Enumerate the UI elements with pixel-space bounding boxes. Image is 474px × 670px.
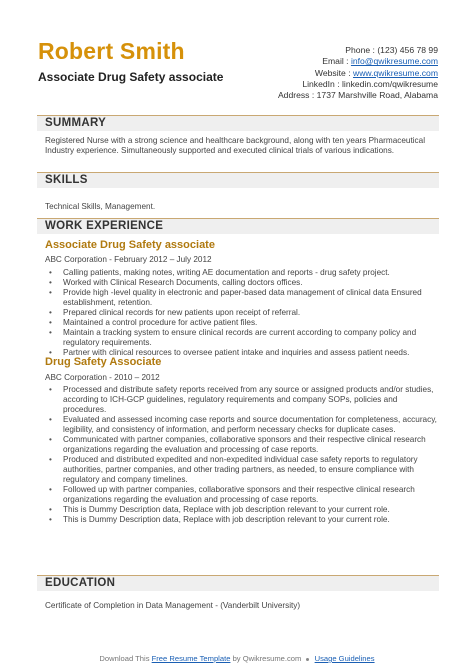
website-link[interactable]: www.qwikresume.com	[352, 67, 438, 78]
contact-address-row	[178, 90, 438, 101]
address-label: Address :	[277, 90, 315, 101]
education-section-header	[37, 575, 439, 591]
experience-heading: WORK EXPERIENCE	[45, 220, 164, 232]
footer-prefix: Download This	[99, 654, 150, 663]
job-bullets-2	[47, 385, 437, 525]
job-bullets-1	[47, 268, 437, 358]
list-item: • Prepared clinical records for new patients upon receipt of referral.	[47, 308, 437, 318]
list-item: • Provide high -level quality in electronic and paper-based data management of clinical data Ensured establishment, retention.	[47, 288, 437, 308]
list-item: • Produced and distributed expedited and non-expedited individual case safety reports to regulatory authorities, partner companies, and other trading partners, as needed, to ensure compliance with regulatory and company timelines.	[47, 455, 437, 485]
list-item: • Followed up with partner companies, collaborative sponsors and their respective clinical research organizations regarding the evaluation and processing of case reports.	[47, 485, 437, 505]
education-heading: EDUCATION	[45, 577, 116, 589]
free-template-link[interactable]: Free Resume Template	[151, 654, 231, 663]
list-item: • Calling patients, making notes, writing AE documentation and reports - drug safety project.	[47, 268, 437, 278]
list-item: • This is Dummy Description data, Replace with job description relevant to your current role.	[47, 505, 437, 515]
job-company-1: ABC Corporation - February 2012 – July 2012	[45, 255, 212, 264]
email-link[interactable]: info@qwikresume.com	[350, 56, 438, 67]
page-footer	[0, 654, 474, 663]
list-item: • Partner with clinical resources to oversee patient intake and inquiries and assess patient needs.	[47, 348, 437, 358]
address-value: 1737 Marshville Road, Alabama	[316, 90, 438, 101]
phone-value: (123) 456 78 99	[377, 45, 438, 55]
summary-section-header	[37, 115, 439, 131]
footer-middle: by Qwikresume.com	[232, 654, 302, 663]
email-label: Email :	[322, 56, 349, 67]
job-company-2: ABC Corporation - 2010 – 2012	[45, 373, 160, 382]
linkedin-label: LinkedIn :	[302, 78, 340, 89]
candidate-title: Associate Drug Safety associate	[38, 70, 224, 84]
separator-dot-icon	[306, 658, 309, 661]
skills-section-header	[37, 172, 439, 188]
contact-website-row	[178, 68, 438, 79]
list-item: • Maintain a tracking system to ensure clinical records are current according to company policy and regulatory requirements.	[47, 328, 437, 348]
linkedin-value: linkedin.com/qwikresume	[342, 78, 438, 89]
list-item: • This is Dummy Description data, Replace with job description relevant to your current role.	[47, 515, 437, 525]
list-item: • Communicated with partner companies, collaborative sponsors and their respective clinical research organizations regarding the evaluation and processing of case reports.	[47, 435, 437, 455]
contact-linkedin-row	[178, 79, 438, 90]
usage-guidelines-link[interactable]: Usage Guidelines	[314, 654, 375, 663]
candidate-name: Robert Smith	[38, 38, 185, 64]
list-item: • Evaluated and assessed incoming case reports and source documentation for completeness, accuracy, legibility, and consistency of information, and perform necessary checks for duplicate cases.	[47, 415, 437, 435]
summary-heading: SUMMARY	[45, 117, 107, 129]
education-text: Certificate of Completion in Data Management - (Vanderbilt University)	[45, 601, 301, 610]
summary-text: Registered Nurse with a strong science and healthcare background, along with ten years Pharmaceutical Industry experience. Simultaneously supported and executed clinical trials of various indications.	[45, 136, 426, 156]
skills-heading: SKILLS	[45, 174, 88, 186]
website-label: Website :	[314, 67, 351, 78]
phone-label: Phone :	[345, 45, 375, 55]
list-item: • Worked with Clinical Research Documents, calling doctors offices.	[47, 278, 437, 288]
contact-email-row	[178, 56, 438, 67]
skills-text: Technical Skills, Management.	[45, 202, 156, 211]
job-title-1: Associate Drug Safety associate	[45, 239, 215, 251]
list-item: • Processed and distribute safety reports received from any source or assigned products and/or studies, according to ICH-GCP guidelines, regulatory requirements and company SOPs, policies and procedures.	[47, 385, 437, 415]
job-title-2: Drug Safety Associate	[45, 356, 162, 368]
list-item: • Maintained a control procedure for active patient files.	[47, 318, 437, 328]
resume-header	[0, 0, 474, 108]
contact-phone-row	[178, 45, 438, 56]
experience-section-header	[37, 218, 439, 234]
contact-block	[178, 45, 438, 101]
